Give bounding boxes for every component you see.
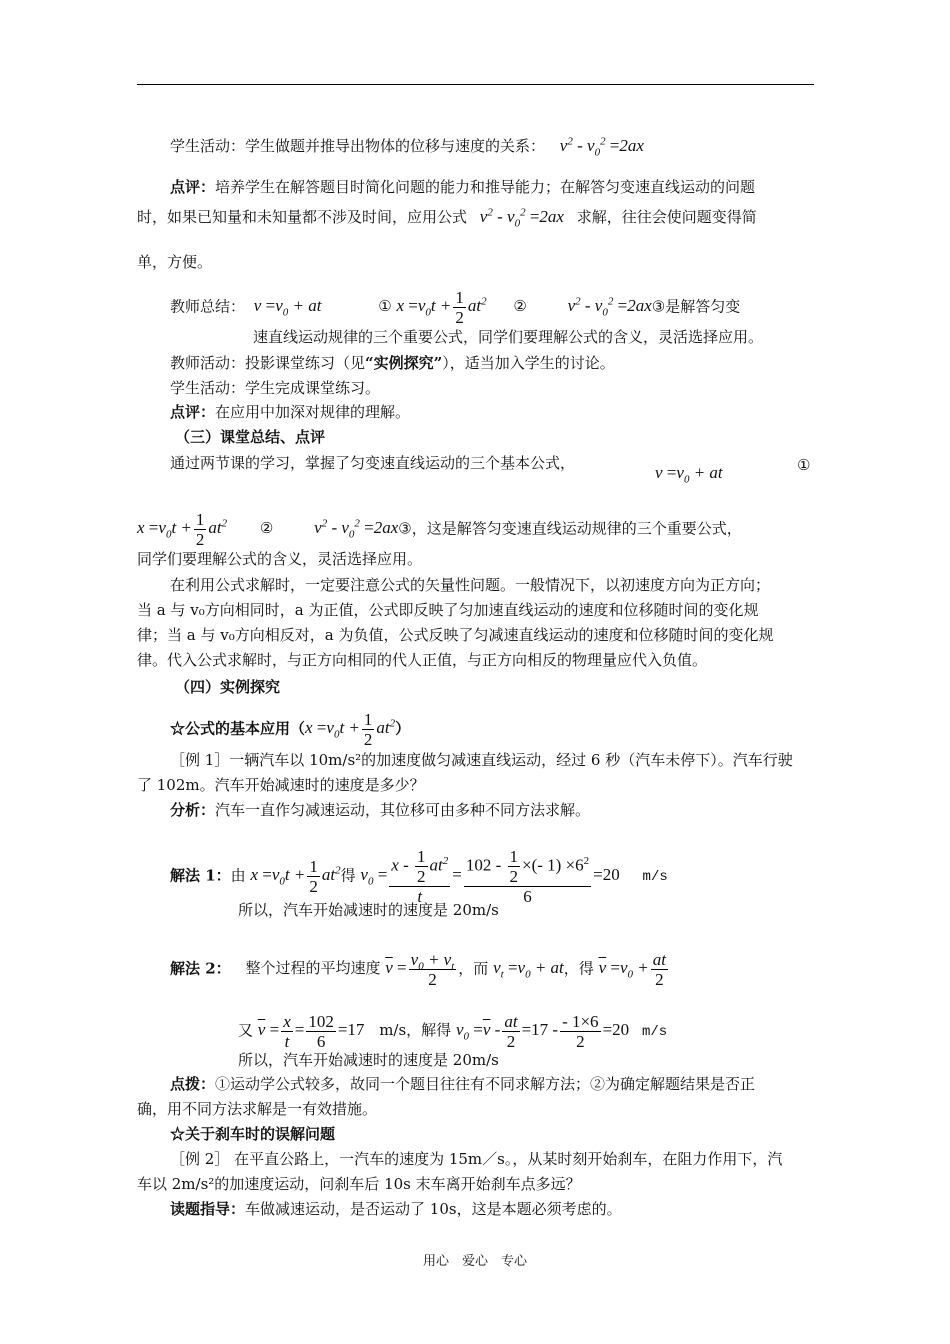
section-heading-4: （四）实例探究 (175, 678, 281, 696)
formula-avg-v: $\overline{v}$ = $\frac{v_0 + v_t}{2}$ (385, 950, 455, 989)
example-2-line-1: ［例 2］ 在平直公路上，一汽车的速度为 15m／s。，从某时刻开始刹车，在阻力作用下，汽 (170, 1150, 783, 1168)
reading-guide: 读题指导：车做减速运动，是否运动了 10s，这是本题必须考虑的。 (170, 1200, 622, 1218)
formula-avg-calc: $\overline{v}$ = $\frac{x}{t}$ = $\frac{102}{6}$ =17 (257, 1012, 365, 1051)
conclusion-1: 所以，汽车开始减速时的速度是 20m/s (238, 901, 499, 919)
formula-v0-solve: $v_0$ = x - $\frac{1}{2}$ $at^2$ t = 102 - $\frac{1}{2}$ ×(- $1) \times 6^2$ 6 =20 (360, 847, 620, 906)
formula-v: $v =v_0$ + at (253, 296, 322, 319)
formula-v2: $v^2 - v_0^2 =2ax$ (559, 135, 644, 159)
comment-line-2: 时，如果已知量和未知量都不涉及时间，应用公式 $v^2 - v_0^2 =2ax$ 求解，往往会使问题变得简 (137, 206, 757, 230)
teacher-summary-line-2: 速直线运动规律的三个重要公式，同学们要理解公式的含义，灵活选择应用。 (253, 328, 764, 346)
example-1-line-2: 了 102m。汽车开始减速时的速度是多少？ (137, 776, 425, 794)
summary-intro: 通过两节课的学习，掌握了匀变速直线运动的三个基本公式， (170, 454, 576, 472)
section-heading-3: （三）课堂总结、点评 (175, 428, 326, 446)
formula-v: $v =v_0$ + at (655, 463, 723, 486)
solution-1: 解法 1：由 $x =v_0t$ + $\frac{1}{2}$ $at^2$得 $v_0$ = x - $\frac{1}{2}$ $at^2$ t = 102 - $\frac{1}{2}$ ×(- $1) \times 6^2$ 6 =20 m/s (170, 847, 668, 906)
header-rule (137, 84, 814, 85)
star-heading-1: ☆公式的基本应用（$x =v_0t$ + $\frac{1}{2}$ $at^2$） (170, 710, 411, 749)
analysis: 分析：汽车一直作匀减速运动，其位移可由多种不同方法求解。 (170, 801, 591, 819)
formula-v2: $v^2 - v_0^2 =2ax$ (314, 517, 399, 541)
example-1-line-1: ［例 1］一辆汽车以 10m/s²的加速度做匀减速直线运动，经过 6 秒（汽车未停下）。汽车行驶 (170, 751, 793, 769)
vector-para-2: 当 a 与 v₀方向相同时，a 为正值，公式即反映了匀加速直线运动的速度和位移随时间的变化规 (137, 601, 759, 619)
comment-2: 点评：在应用中加深对规律的理解。 (170, 403, 411, 421)
solution-2: 解法 2： 整个过程的平均速度 $\overline{v}$ = $\frac{v_0 + v_t}{2}$ ，而 $v_t =v_0$ + at，得 $\overline{v} =v_0$ + $\frac{at}{2}$ (170, 950, 670, 989)
summary-formulas-line: $x =v_0t$ + $\frac{1}{2}$ $at^2$ ② $v^2 - v_0^2$ =2ax③，这是解答匀变速直线运动规律的三个重要公式， (137, 510, 742, 549)
formula-x: $x =v_0t$ + $\frac{1}{2}$ $at^2$ (137, 510, 228, 549)
formula-v0-calc: $v_0 =\overline{v}$ - $\frac{at}{2}$ =17 - $\frac{- 1\times 6}{2}$ =20 (455, 1012, 630, 1051)
vector-para-1: 在利用公式求解时，一定要注意公式的矢量性问题。一般情况下，以初速度方向为正方向； (170, 576, 771, 594)
student-activity-2: 学生活动：学生完成课堂练习。 (170, 379, 381, 397)
vector-para-4: 律。代入公式求解时，与正方向相同的代人正值，与正方向相反的物理量应代入负值。 (137, 651, 708, 669)
conclusion-2: 所以，汽车开始减速时的速度是 20m/s (238, 1051, 499, 1069)
formula-x: $x =v_0t$ + $\frac{1}{2}$ $at^2$ (250, 857, 341, 896)
summary-line-3: 同学们要理解公式的含义，灵活选择应用。 (137, 550, 423, 568)
formula-x: $x =v_0t$ + $\frac{1}{2}$ $at^2$ (305, 710, 396, 749)
example-2-line-2: 车以 2m/s²的加速度运动，问刹车后 10s 末车离开始刹车点多远？ (137, 1175, 581, 1193)
formula-avg-v2: $\overline{v} =v_0$ + $\frac{at}{2}$ (598, 950, 666, 989)
solution-2-line-2: 又 $\overline{v}$ = $\frac{x}{t}$ = $\frac{102}{6}$ =17 m/s，解得 $v_0 =\overline{v}$ - $\frac{at}{2}$ =17 - $\frac{- 1\times 6}{2}$ =20 m/s (238, 1012, 668, 1051)
tip-line-2: 确，用不同方法求解是一有效措施。 (137, 1100, 378, 1118)
page-footer: 用心 爱心 专心 (422, 1254, 527, 1269)
circle-1: ① (797, 456, 811, 474)
formula-v2: $v^2 - v_0^2 =2ax$ (479, 206, 564, 230)
formula-vt: $v_t =v_0$ + at (493, 958, 564, 981)
tip-line-1: 点拨：①运动学公式较多，故同一个题目往往有不同求解方法；②为确定解题结果是否正 (170, 1075, 756, 1093)
comment-line-1: 点评：培养学生在解答题目时简化问题的能力和推导能力；在解答匀变速直线运动的问题 (170, 178, 756, 196)
formula-x: $x =v_0t$ + $\frac{1}{2}$ $at^2$ (396, 288, 487, 327)
student-activity-line: 学生活动：学生做题并推导出物体的位移与速度的关系： $v^2 - v_0^2 =2ax$ (170, 135, 644, 159)
comment-line-3: 单，方便。 (137, 253, 213, 271)
teacher-activity: 教师活动：投影课堂练习（见“实例探究”），适当加入学生的讨论。 (170, 354, 615, 372)
star-heading-2: ☆关于刹车时的误解问题 (170, 1125, 336, 1143)
formula-v2: $v^2 - v_0^2 =2ax$ (567, 295, 652, 319)
vector-para-3: 律；当 a 与 v₀方向相反对，a 为负值，公式反映了匀减速直线运动的速度和位移随时间的变化规 (137, 626, 774, 644)
teacher-summary-line: 教师总结： $v =v_0$ + at ① $x =v_0t$ + $\frac{1}{2}$ $at^2$ ② $v^2 - v_0^2$ =2ax③是解答匀变 (170, 288, 741, 327)
